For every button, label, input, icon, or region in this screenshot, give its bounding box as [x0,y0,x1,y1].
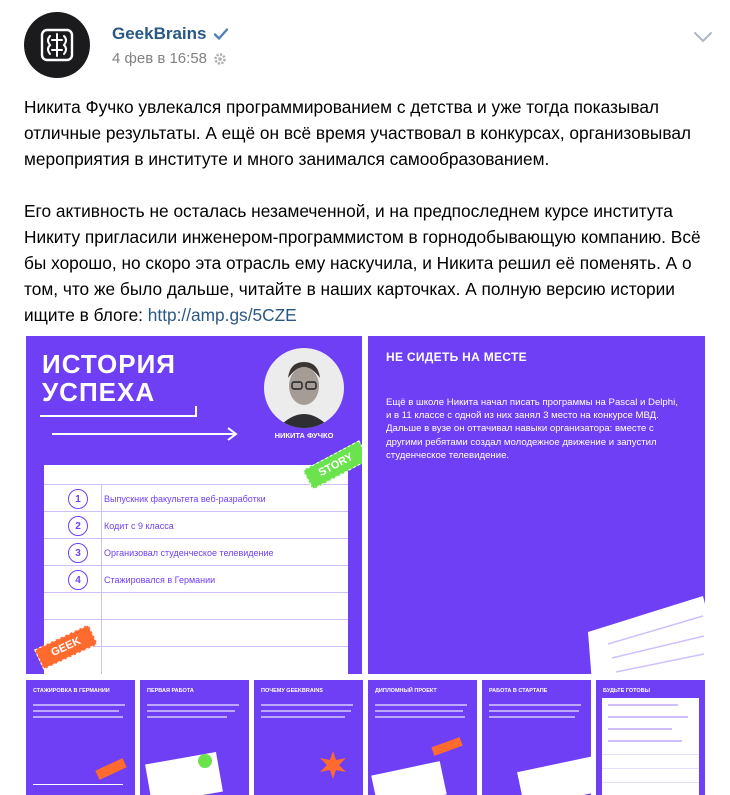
star-badge-icon [318,750,348,780]
thumbnail-title: ПЕРВАЯ РАБОТА [147,688,194,694]
thumbnail-text-line [147,716,227,718]
thumbnail-title: ДИПЛОМНЫЙ ПРОЕКТ [375,688,437,694]
group-avatar[interactable] [24,12,90,78]
photo-card-story[interactable] [26,336,362,674]
author-name[interactable] [112,24,229,44]
thumbnail-sheet [602,698,699,795]
story-title-line1: ИСТОРИЯ [42,349,176,379]
thumbnail-2[interactable] [140,680,249,795]
list-item-number: 3 [68,543,88,563]
arrow-line [33,784,123,785]
thumbnail-text-line [375,716,465,718]
post-text [24,94,709,328]
thumbnail-text-line [489,704,581,706]
thumbnail-text-line [489,716,575,718]
list-item [68,516,348,536]
sheet-line [44,619,348,620]
post-date-text[interactable]: 4 фев в 16:58 [112,50,208,67]
post-paragraph-2-text: Его активность не осталась незамеченной, и на предпоследнем курсе института Никиту пригласили инженером-программистом в горнодобывающую компанию. Всё бы хорошо, но скоро эта отрасль ему наскучила, и Никита решил её поменять. А о том, что же было дальше, читайте в наших карточках. А полную версию истории ищите в блоге: [24,201,701,325]
geek-sticker-text: GEEK [49,634,83,660]
thumbnail-text-line [608,740,682,742]
list-item-number: 4 [68,570,88,590]
thumbnail-title: БУДЬТЕ ГОТОВЫ [603,688,651,694]
sheet-line [44,592,348,593]
thumbnail-text-line [261,704,353,706]
photo-card-info[interactable] [368,336,705,674]
thumbnail-3[interactable] [254,680,363,795]
thumbnail-6[interactable] [596,680,705,795]
person-name: НИКИТА ФУЧКО [274,431,334,440]
post-date [112,50,227,67]
person-photo-icon [264,348,344,428]
badge-icon [198,754,212,768]
sheet-top-line [44,462,348,465]
gear-icon [213,52,227,66]
list-item-text: Выпускник факультета веб-разработки [104,494,266,504]
post-header [24,12,714,82]
blog-link[interactable]: http://amp.gs/5CZE [147,305,297,325]
thumbnail-text-line [33,704,125,706]
brain-logo-icon [24,12,90,78]
list-item-text: Организовал студенческое телевидение [104,548,274,558]
geek-sticker-icon [95,758,126,780]
list-item-number: 1 [68,489,88,509]
list-item [68,570,348,590]
sheet-line [602,754,699,755]
card2-title: НЕ СИДЕТЬ НА МЕСТЕ [386,350,527,364]
list-item-number: 2 [68,516,88,536]
sheet-line [602,782,699,783]
post-paragraph-1: Никита Фучко увлекался программированием с детства и уже тогда показывал отличные результаты. А ещё он всё время участвовал в конкурсах, организовывал мероприятия в институте и много занимался самообразованием. [24,97,692,169]
thumbnail-5[interactable] [482,680,591,795]
person-photo [264,348,344,428]
sheet-line [44,511,348,512]
sheet-line [44,538,348,539]
paper-sheet-icon [578,592,705,674]
thumbnail-title: ПОЧЕМУ GEEKBRAINS [261,688,323,694]
sheet-line [602,768,699,769]
thumbnail-text-line [375,710,463,712]
arrow-icon [40,406,250,446]
thumbnail-1[interactable] [26,680,135,795]
thumbnail-title: СТАЖИРОВКА В ГЕРМАНИИ [33,688,110,694]
thumbnail-text-line [375,704,467,706]
thumbnail-text-line [147,704,239,706]
thumbnail-text-line [608,728,672,730]
thumbnail-text-line [147,710,235,712]
chevron-down-icon[interactable] [692,30,714,44]
story-title [42,350,176,406]
sheet-line [44,484,348,485]
card2-text: Ещё в школе Никита начал писать программы на Pascal и Delphi, и в 11 классе с одной из них занял 3 место на конкурсе МВД. Дальше в вузе он оттачивал навыки организатора: вместе с другими ребятами создал молодежное движение и запустил студенческое телевидение. [386,397,678,461]
thumbnail-text-line [608,716,688,718]
thumbnail-text-line [489,710,579,712]
verified-check-icon [213,26,229,42]
thumbnail-text-line [33,716,123,718]
thumbnail-title: РАБОТА В СТАРТАПЕ [489,688,548,694]
thumbnail-text-line [33,710,119,712]
list-item [68,489,348,509]
list-item-text: Стажировался в Германии [104,575,216,585]
sheet-line [44,565,348,566]
story-sticker-icon [431,737,462,756]
paper-sheet-icon [517,756,591,795]
thumbnail-text-line [608,704,678,706]
list-item-text: Кодит с 9 класса [104,521,174,531]
story-sticker-text: STORY [316,450,356,480]
post-paragraph-2 [24,198,709,328]
author-name-text[interactable]: GeekBrains [112,24,207,43]
thumbnail-text-line [261,716,345,718]
thumbnail-4[interactable] [368,680,477,795]
paper-sheet-icon [371,761,447,795]
thumbnail-text-line [261,710,351,712]
story-title-line2: УСПЕХА [42,377,156,407]
list-item [68,543,348,563]
